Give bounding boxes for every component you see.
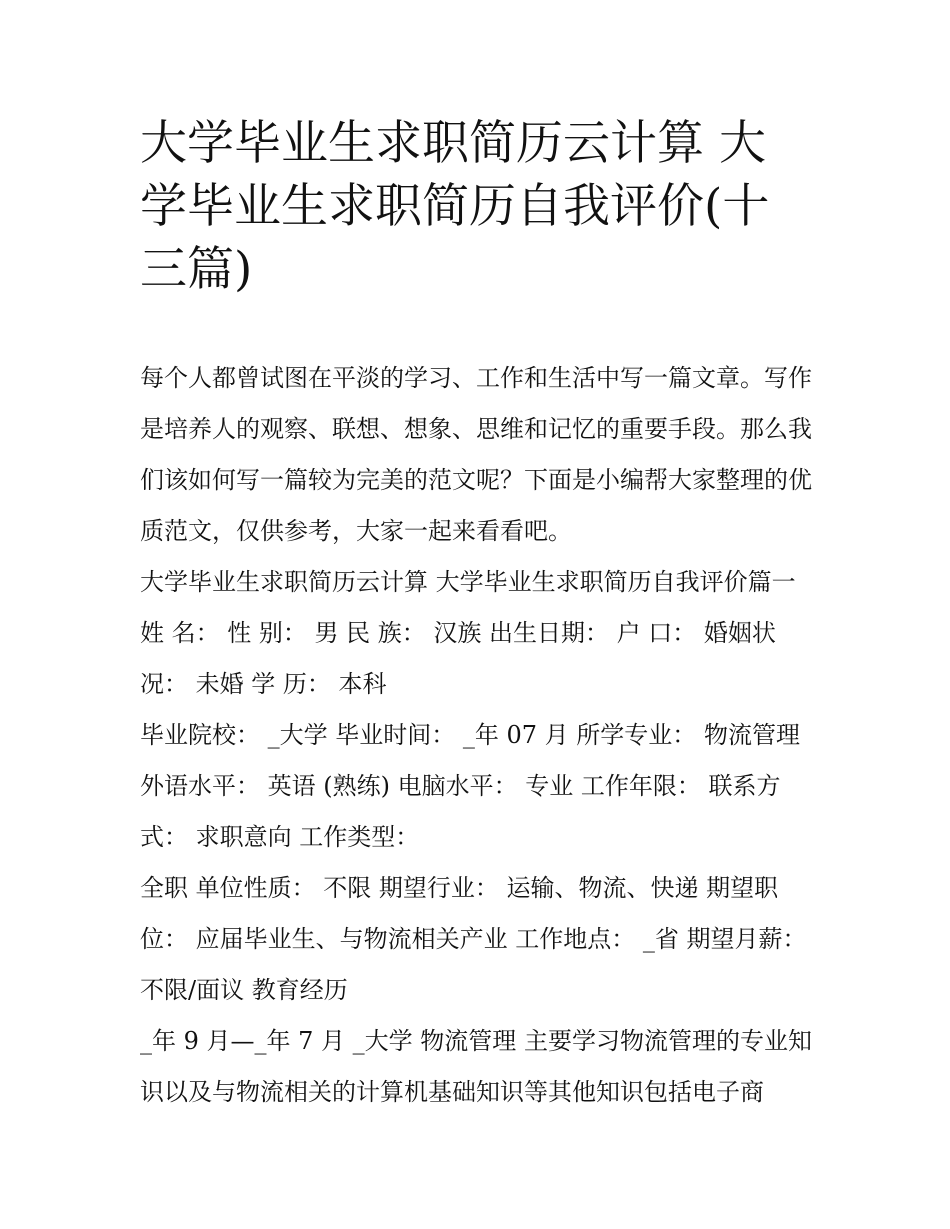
resume-job-intention-paragraph: 全职 单位性质： 不限 期望行业： 运输、物流、快递 期望职位： 应届毕业生、与物流相关产业 工作地点： _省 期望月薪： 不限/面议 教育经历 <box>140 874 807 1004</box>
document-title: 大学毕业生求职简历云计算 大学毕业生求职简历自我评价(十三篇) <box>140 116 770 297</box>
resume-basic-info-paragraph: 大学毕业生求职简历云计算 大学毕业生求职简历自我评价篇一 姓 名： 性 别： 男 民 族： 汉族 出生日期： 户 口： 婚姻状况： 未婚 学 历： 本科 <box>140 568 796 698</box>
resume-education-info-paragraph: 毕业院校： _大学 毕业时间： _年 07 月 所学专业： 物流管理 外语水平： 英语 (熟练) 电脑水平： 专业 工作年限： 联系方式： 求职意向 工作类型： <box>140 721 800 851</box>
resume-education-history-paragraph: _年 9 月—_年 7 月 _大学 物流管理 主要学习物流管理的专业知识以及与物流相关的计算机基础知识等其他知识包括电子商 <box>140 1027 812 1106</box>
intro-paragraph: 每个人都曾试图在平淡的学习、工作和生活中写一篇文章。写作是培养人的观察、联想、想象、思维和记忆的重要手段。那么我们该如何写一篇较为完美的范文呢？下面是小编帮大家整理的优质范文，仅供参考，大家一起来看看吧。 <box>140 364 812 545</box>
